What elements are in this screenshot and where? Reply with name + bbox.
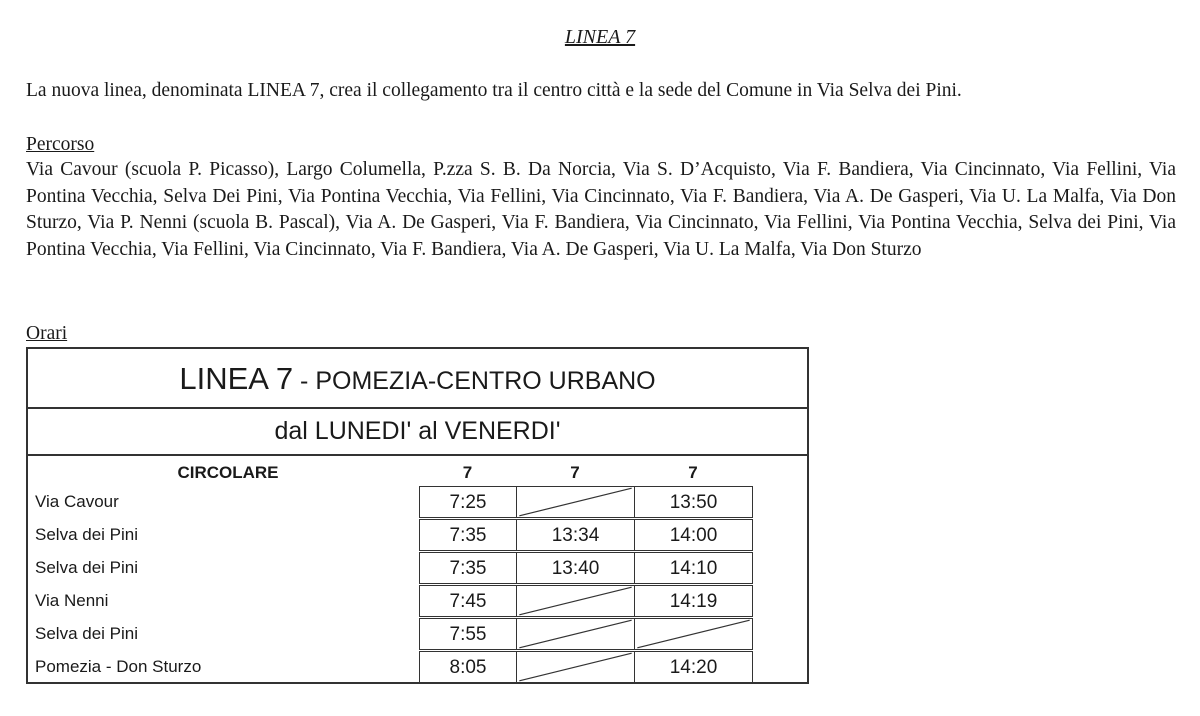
stop-name: Via Cavour [35,492,119,511]
timetable-title-sub: - POMEZIA-CENTRO URBANO [293,367,656,395]
time-cell: 13:34 [516,519,635,551]
time-cell: 8:05 [419,651,517,683]
slash-line [519,653,631,681]
timetable [26,347,809,684]
stop-name: Selva dei Pini [35,525,139,544]
no-service-slash [517,586,634,616]
no-service-cell [516,486,635,518]
no-service-cell [516,651,635,683]
time-cell: 7:25 [419,486,517,518]
header-run-2: 7 [570,463,580,482]
time-cell: 7:55 [419,618,517,650]
document-title: LINEA 7 [564,26,636,48]
header-circolare: CIRCOLARE [177,463,279,482]
no-service-slash [517,619,634,649]
no-service-slash [635,619,752,649]
timetable-title-main: LINEA 7 [179,361,294,396]
intro-paragraph: La nuova linea, denominata LINEA 7, crea il collegamento tra il centro città e la sede del Comune in Via Selva dei Pini. [26,80,962,101]
stop-name: Selva dei Pini [35,558,139,577]
time-cell: 13:40 [516,552,635,584]
stop-name: Selva dei Pini [35,624,139,643]
timetable-days: dal LUNEDI' al VENERDI' [28,409,807,456]
stop-name: Pomezia - Don Sturzo [35,657,202,676]
time-cell: 7:35 [419,519,517,551]
route-description: Via Cavour (scuola P. Picasso), Largo Columella, P.zza S. B. Da Norcia, Via S. D’Acquisto, Via F. Bandiera, Via Cincinnato, Via Fellini, Via Pontina Vecchia, Selva Dei Pini, Via Pontina Vecchia, Via Fellini, Via Cincinnato, Via F. Bandiera, Via A. De Gasperi, Via U. La Malfa, Via Don Sturzo, Via P. Nenni (scuola B. Pascal), Via A. De Gasperi, Via F. Bandiera, Via Cincinnato, Via Fellini, Via Pontina Vecchia, Selva dei Pini, Via Pontina Vecchia, Via Fellini, Via Cincinnato, Via F. Bandiera, Via A. De Gasperi, Via U. La Malfa, Via Don Sturzo [26,159,1176,260]
no-service-cell [516,585,635,617]
header-run-1: 7 [462,463,473,482]
no-service-cell [516,618,635,650]
no-service-slash [517,652,634,682]
slash-line [519,488,631,516]
time-cell: 14:20 [634,651,753,683]
time-cell: 13:50 [634,486,753,518]
time-cell: 14:19 [634,585,753,617]
timetable-title [28,349,807,409]
time-cell: 14:00 [634,519,753,551]
time-cell: 14:10 [634,552,753,584]
time-cell: 7:35 [419,552,517,584]
slash-line [519,587,631,615]
orari-heading: Orari [26,323,68,344]
time-cell: 7:45 [419,585,517,617]
slash-line [519,620,631,648]
header-run-3: 7 [688,463,698,482]
no-service-slash [517,487,634,517]
no-service-cell [634,618,753,650]
percorso-heading: Percorso [26,134,95,155]
slash-line [637,620,749,648]
stop-name: Via Nenni [35,591,109,610]
